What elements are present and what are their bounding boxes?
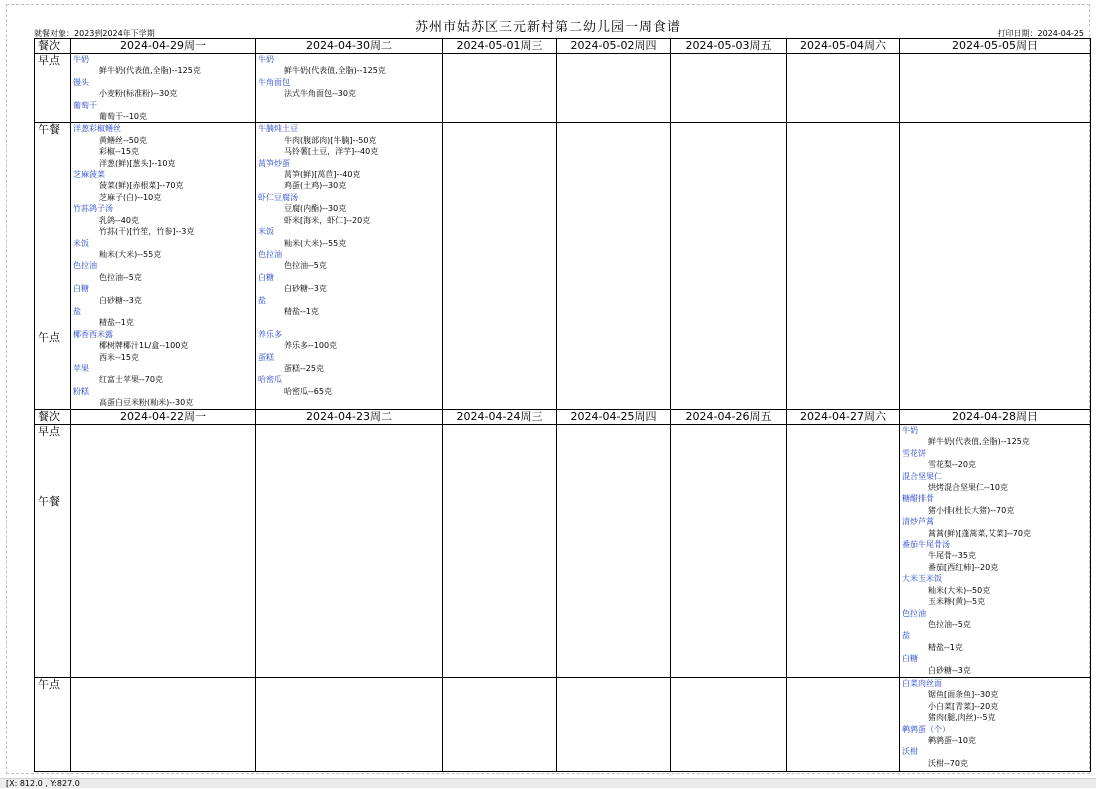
ingredient-line: 红富士苹果--70克 [99,375,163,385]
ingredient-line: 鲜牛奶(代表值,全脂)--125克 [928,437,1030,447]
dish-name: 番茄牛尾骨汤 [902,540,950,550]
dish-name: 牛角面包 [258,77,290,87]
menu-cell [557,54,671,123]
menu-cell [256,54,443,123]
meal-label-group [35,123,71,410]
dish-name: 馒头 [73,77,89,87]
ingredient-line: 蒿蒿(鲜)[蓬蒿菜,艾菜]--70克 [928,528,1031,538]
ingredient-line: 蛋糕--25克 [284,363,324,373]
menu-cell [71,54,256,123]
menu-cell [671,425,787,678]
ingredient-line: 牛肉(腹部肉)[牛腩]--50克 [284,135,377,145]
lunch-snack-row [35,123,1091,410]
meal-label-snack: 午点 [35,678,71,772]
ingredient-line: 竹荪(干)[竹笙，竹参]--3克 [99,227,195,237]
dish-name: 雪花饼 [902,448,926,458]
dish-name: 盐 [73,306,81,316]
dish-name: 椰香西米露 [73,329,113,339]
ingredient-line: 烘烤混合坚果仁--10克 [928,483,1008,493]
spacer [258,317,440,328]
dish-name: 莴笋炒蛋 [258,158,290,168]
dish-name: 米饭 [258,227,274,237]
ingredient-line: 乳鸽--40克 [99,215,139,225]
ingredient-line: 籼米(大米)--55克 [284,238,347,248]
snack-row [35,678,1091,772]
menu-cell [671,123,787,410]
menu-cell [671,54,787,123]
ingredient-line: 马铃薯[土豆，洋芋]--40克 [284,147,379,157]
day-header: 2024-04-23周二 [256,410,443,425]
day-header: 2024-04-24周三 [443,410,557,425]
ingredient-line: 番茄[西红柿]--20克 [928,562,999,572]
ingredient-line: 哈密瓜--65克 [284,386,332,396]
dish-name: 糖醋排骨 [902,494,934,504]
menu-cell [443,678,557,772]
ingredient-line: 小白菜[青菜]--20克 [928,701,999,711]
header-row [35,39,1091,54]
ingredient-line: 鲜牛奶(代表值,全脂)--125克 [284,66,386,76]
ingredient-line: 鸡蛋(土鸡)--30克 [284,181,347,191]
ingredient-line: 虾米[海米，虾仁]--20克 [284,215,371,225]
print-date: 打印日期：2024-04-25 [997,29,1084,38]
dish-name: 芝麻菠菜 [73,170,105,180]
dish-name: 虾仁豆腐汤 [258,192,298,202]
dish-name: 牛腩炖土豆 [258,124,298,134]
breakfast-lunch-row [35,425,1091,678]
ingredient-line: 牛尾骨--35克 [928,551,976,561]
meal-label-snack: 午点 [38,331,60,345]
ingredient-line: 猪肉(腿,肉丝)--5克 [928,713,996,723]
menu-cell [256,678,443,772]
menu-cell [256,425,443,678]
menu-cell [787,123,900,410]
dish-name: 葡萄干 [73,100,97,110]
dish-name: 白糖 [902,654,918,664]
status-bar [0,778,1096,788]
dish-name: 盐 [258,295,266,305]
dish-name: 养乐多 [258,329,282,339]
ingredient-line: 猪小排(杜长大猪)--70克 [928,505,1015,515]
day-header: 2024-04-30周二 [256,39,443,54]
dish-name: 清炒芦蒿 [902,517,934,527]
day-header: 2024-05-02周四 [557,39,671,54]
menu-table-week-1 [34,38,1091,410]
diner-target: 就餐对象：2023到2024年下学期 [34,29,155,38]
cursor-coordinates: [X: 812.0 , Y:827.0 [6,779,80,788]
menu-cell [787,678,900,772]
ingredient-line: 黄鳝丝--50克 [99,135,147,145]
meal-column-header: 餐次 [35,410,71,425]
ingredient-line: 洋葱(鲜)[葱头]--10克 [99,158,176,168]
ingredient-line: 色拉油--5克 [99,272,142,282]
dish-name: 大米玉米饭 [902,574,942,584]
dish-name: 色拉油 [902,608,926,618]
day-header: 2024-05-04周六 [787,39,900,54]
menu-cell [71,123,256,410]
day-header: 2024-04-27周六 [787,410,900,425]
dish-name: 牛奶 [258,55,274,64]
dish-name: 盐 [902,631,910,641]
day-header: 2024-05-03周五 [671,39,787,54]
menu-cell [71,678,256,772]
ingredient-line: 雪花梨--20克 [928,460,976,470]
day-header: 2024-04-25周四 [557,410,671,425]
day-header: 2024-04-26周五 [671,410,787,425]
ingredient-line: 白砂糖--3克 [928,665,971,675]
menu-cell [900,678,1091,772]
ingredient-line: 豆腐(内酯)--30克 [284,204,347,214]
ingredient-line: 芝麻子(白)--10克 [99,192,162,202]
dish-name: 色拉油 [73,261,97,271]
dish-name: 沃柑 [902,747,918,757]
dish-name: 哈密瓜 [258,375,282,385]
menu-cell [900,425,1091,678]
ingredient-line: 椰树牌椰汁1L/盒--100克 [99,341,189,351]
ingredient-line: 西米--15克 [99,352,139,362]
day-header: 2024-04-28周日 [900,410,1091,425]
breakfast-row [35,54,1091,123]
meal-column-header: 餐次 [35,39,71,54]
menu-cell [443,425,557,678]
meal-label-lunch: 午餐 [38,495,60,508]
ingredient-line: 菠菜(鲜)[赤根菜]--70克 [99,181,184,191]
ingredient-line: 养乐多--100克 [284,341,338,351]
ingredient-line: 玉米糁(黄)--5克 [928,597,986,607]
ingredient-line: 精盐--1克 [99,318,134,328]
dish-name: 竹荪鸽子汤 [73,204,113,214]
menu-cell [443,54,557,123]
dish-name: 色拉油 [258,249,282,259]
day-header: 2024-04-29周一 [71,39,256,54]
ingredient-line: 葡萄干--10克 [99,112,147,122]
dish-name: 鹌鹑蛋（个） [902,724,950,734]
ingredient-line: 小麦粉(标准粉)--30克 [99,89,178,99]
dish-name: 白糖 [73,284,89,294]
menu-cell [787,54,900,123]
ingredient-line: 籼米(大米)--55克 [99,249,162,259]
ingredient-line: 色拉油--5克 [284,261,327,271]
ingredient-line: 锯鱼[面条鱼]--30克 [928,690,999,700]
header-row [35,410,1091,425]
dish-name: 蛋糕 [258,352,274,362]
dish-name: 洋葱彩椒鳝丝 [73,124,121,134]
meal-label-lunch: 午餐 [38,123,60,137]
ingredient-line: 籼米(大米)--50克 [928,585,991,595]
menu-cell [256,123,443,410]
dish-name: 牛奶 [902,426,918,435]
day-header: 2024-05-05周日 [900,39,1091,54]
menu-table-week-2 [34,409,1091,772]
meal-label-group [35,425,71,678]
ingredient-line: 高蛋白豆米粉(籼米)--30克 [99,398,194,408]
ingredient-line: 精盐--1克 [928,642,963,652]
menu-cell [557,678,671,772]
meal-label-breakfast: 早点 [38,425,60,438]
dish-name: 白菜肉丝面 [902,679,942,688]
day-header: 2024-04-22周一 [71,410,256,425]
dish-name: 牛奶 [73,55,89,64]
menu-cell [557,425,671,678]
menu-cell [557,123,671,410]
ingredient-line: 白砂糖--3克 [99,295,142,305]
dish-name: 混合坚果仁 [902,471,942,481]
ingredient-line: 白砂糖--3克 [284,284,327,294]
ingredient-line: 莴笋(鲜)[莴苣]--40克 [284,170,361,180]
dish-name: 粉糕 [73,386,89,396]
dish-name: 苹果 [73,363,89,373]
menu-cell [443,123,557,410]
ingredient-line: 精盐--1克 [284,306,319,316]
menu-cell [900,123,1091,410]
meal-label-breakfast: 早点 [35,54,71,123]
menu-cell [900,54,1091,123]
ingredient-line: 鲜牛奶(代表值,全脂)--125克 [99,66,201,76]
menu-cell [71,425,256,678]
menu-cell [671,678,787,772]
ingredient-line: 色拉油--5克 [928,619,971,629]
menu-cell [787,425,900,678]
ingredient-line: 沃柑--70克 [928,758,968,768]
dish-name: 米饭 [73,238,89,248]
ingredient-line: 鹌鹑蛋--10克 [928,736,976,746]
dish-name: 白糖 [258,272,274,282]
ingredient-line: 法式牛角面包--30克 [284,89,356,99]
page-title: 苏州市姑苏区三元新村第二幼儿园一周食谱 [414,20,681,35]
day-header: 2024-05-01周三 [443,39,557,54]
ingredient-line: 彩椒--15克 [99,147,139,157]
